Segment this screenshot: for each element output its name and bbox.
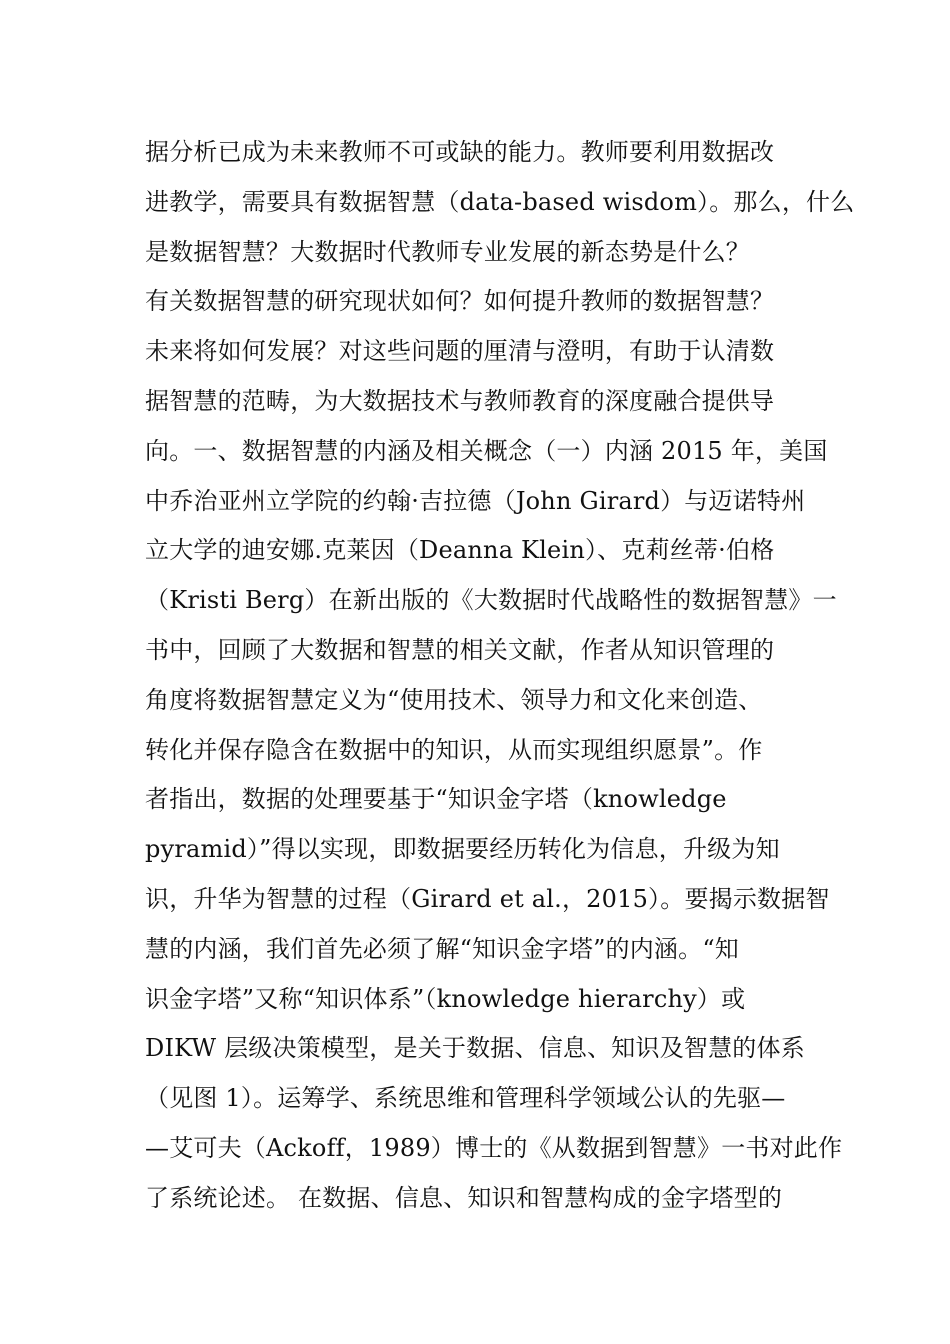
text-line: 立大学的迪安娜.克莱因（Deanna Klein）、克莉丝蒂·伯格 — [145, 536, 775, 565]
text-line: 识，升华为智慧的过程（Girard et al.，2015）。要揭示数据智 — [145, 884, 830, 913]
text-line: 者指出，数据的处理要基于“知识金字塔（knowledge — [145, 785, 727, 814]
text-line: 慧的内涵，我们首先必须了解“知识金字塔”的内涵。“知 — [145, 934, 740, 963]
text-line: —艾可夫（Ackoff，1989）博士的《从数据到智慧》一书对此作 — [145, 1133, 843, 1162]
text-line: 未来将如何发展？对这些问题的厘清与澄明，有助于认清数 — [145, 337, 775, 366]
text-line: 书中，回顾了大数据和智慧的相关文献，作者从知识管理的 — [145, 635, 775, 664]
text-line: 识金字塔”又称“知识体系”（knowledge hierarchy）或 — [145, 984, 746, 1013]
text-line: 有关数据智慧的研究现状如何？如何提升教师的数据智慧？ — [145, 287, 775, 316]
text-line: 转化并保存隐含在数据中的知识，从而实现组织愿景”。作 — [145, 735, 763, 764]
body-paragraph — [145, 128, 855, 1224]
text-line: 进教学，需要具有数据智慧（data-based wisdom）。那么，什么 — [145, 187, 855, 216]
text-line: 了系统论述。 在数据、信息、知识和智慧构成的金字塔型的 — [145, 1183, 783, 1212]
text-line: 向。一、数据智慧的内涵及相关概念（一）内涵 2015 年，美国 — [145, 436, 828, 465]
text-line: （Kristi Berg）在新出版的《大数据时代战略性的数据智慧》一 — [145, 586, 837, 615]
text-line: 中乔治亚州立学院的约翰·吉拉德（John Girard）与迈诺特州 — [145, 486, 806, 515]
text-line: 据智慧的范畴，为大数据技术与教师教育的深度融合提供导 — [145, 386, 775, 415]
text-line: pyramid）”得以实现，即数据要经历转化为信息，升级为知 — [145, 835, 780, 864]
text-line: 据分析已成为未来教师不可或缺的能力。教师要利用数据改 — [145, 138, 775, 166]
text-line: 角度将数据智慧定义为“使用技术、领导力和文化来创造、 — [145, 685, 763, 714]
text-line: （见图 1）。运筹学、系统思维和管理科学领域公认的先驱— — [145, 1084, 786, 1113]
text-line: 是数据智慧？大数据时代教师专业发展的新态势是什么？ — [145, 237, 750, 266]
text-line: DIKW 层级决策模型，是关于数据、信息、知识及智慧的体系 — [145, 1034, 805, 1063]
